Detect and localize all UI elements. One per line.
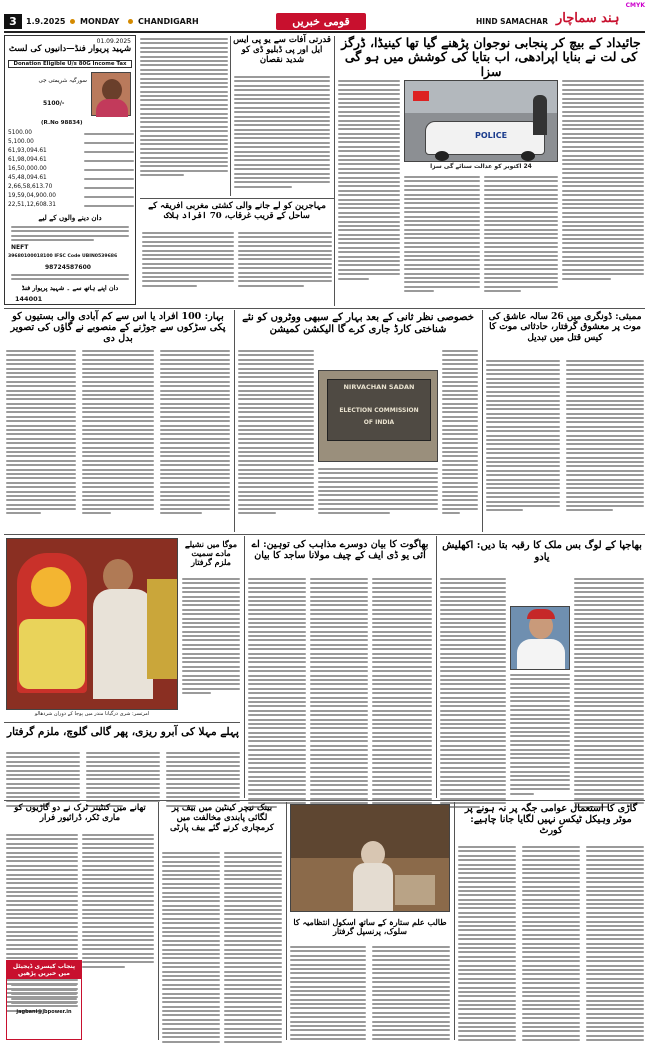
court-body: [458, 846, 516, 1043]
disaster-body: [234, 76, 330, 188]
brand-latin: HIND SAMACHAR: [476, 17, 549, 26]
railway-body: [82, 834, 154, 968]
column-divider: [436, 536, 437, 798]
section-title: قومی خبریں: [276, 13, 366, 30]
amount-row: 19,59,04,900.00: [8, 193, 134, 202]
bhagwat-body: [248, 578, 306, 808]
amount-row: 2,66,58,613.70: [8, 184, 134, 193]
molestation-headline: پہلے مہلا کی آبرو ریزی، پھر گالی گلوچ، ملزم گرفتار: [7, 726, 239, 738]
mumbai-body: [566, 360, 644, 511]
column-divider: [234, 310, 235, 532]
bihar-body: [160, 350, 230, 514]
bhagwat-body: [372, 578, 432, 808]
bank-title: دان دینے والوں کے لیے: [38, 213, 102, 222]
bank-body: [162, 852, 220, 1043]
migrants-body: [142, 232, 234, 287]
amount-row: 61,93,094.61: [8, 148, 134, 157]
masthead: [0, 0, 649, 32]
railway-headline: تھانے میں کنٹینر ٹرک نے دو گاڑیوں کو ماری ٹکر، ڈرائیور فرار: [14, 803, 146, 823]
section-divider: [4, 800, 645, 801]
sidebar-title: شہید پریوار فنڈ—دانیوں کی لسٹ: [8, 44, 132, 54]
court-body: [522, 846, 580, 1043]
amount-list: [8, 130, 134, 211]
mumbai-headline: ممبئی: ڈونگری میں 26 سالہ عاشق کی موت پر معشوق گرفتار، حادثاتی موت کا کیس قتل میں تبدیل: [488, 312, 642, 343]
moga-body: [182, 578, 240, 694]
masthead-rule: [4, 31, 645, 33]
lead-photo: [404, 80, 558, 162]
column-divider: [158, 802, 159, 1040]
school-photo: [290, 804, 450, 912]
disaster-headline: قدرتی آفات سے یو پی ایس ایل اور پی ڈبلیو ڈی کو شدید نقصان: [233, 35, 331, 65]
bihar-body: [82, 350, 154, 514]
bank-details: [11, 226, 129, 241]
bank-headline: بینک نیچر کینٹین میں بیف پر لگائی پابندی مخالفت میں کرمچاری کرنے گئے بیف پارٹی: [170, 803, 274, 833]
column-divider: [230, 36, 231, 196]
election-body: [318, 468, 438, 514]
advertisement: [6, 960, 82, 1040]
bhagwat-body: [310, 578, 368, 808]
election-headline: خصوصی نظر ثانی کے بعد بہار کے سبھی ووٹروں کو نئے شناختی کارڈ جاری کرے گا الیکشن کمیشن: [242, 312, 474, 335]
molestation-body: [86, 752, 160, 807]
donor-sidebar: [4, 35, 136, 305]
ration-body: [290, 946, 366, 1043]
column-divider: [334, 36, 335, 306]
molestation-body: [166, 752, 240, 807]
mumbai-body: [486, 360, 560, 511]
section-divider: [140, 198, 334, 199]
column-divider: [286, 802, 287, 1040]
election-body: [238, 350, 314, 514]
police-car-label: POLICE: [475, 131, 508, 140]
column-body: [140, 38, 228, 176]
ad-email: jagbani@jbpower.in: [16, 1008, 72, 1015]
brand-urdu: ہند سماچار: [556, 11, 620, 26]
bhagwat-headline: بھاگوت کا بیان دوسرے مذاہب کی توہین: اے آئی یو ڈی ایف کے چیف مولانا ساجد کا بیان: [251, 539, 429, 561]
amount-row: 5100.00: [8, 130, 134, 139]
lead-body: [484, 176, 558, 292]
section-divider: [4, 534, 645, 535]
akhilesh-body: [574, 578, 644, 808]
masthead-city: CHANDIGARH: [138, 17, 199, 26]
masthead-weekday: MONDAY: [80, 17, 120, 26]
akhilesh-photo: [510, 606, 570, 670]
neft-label: NEFT: [11, 244, 29, 251]
masthead-date: 1.9.2025: [26, 17, 66, 26]
akhilesh-body: [440, 578, 506, 808]
lead-body: [404, 176, 480, 292]
section-divider: [4, 722, 240, 723]
sidebar-date: 01.09.2025: [96, 38, 131, 45]
lead-headline: جائیداد کے بیچ کر پنجابی نوجوان پڑھنے گیا تھا کینیڈا، ڈرگز کی لت نے بنایا اپرادھی، اب بتایا کی کوشش میں ہو گی سزا: [341, 35, 641, 79]
moga-headline: موگا میں نشیلے مادے سمیت ملزم گرفتار: [184, 539, 238, 568]
bihar-body: [6, 350, 76, 514]
eci-board-line: ELECTION COMMISSION: [339, 407, 419, 414]
amount-row: 5,100.00: [8, 139, 134, 148]
ad-text: پنجاب کیسری ڈیجیٹل میں خبریں پڑھیں: [7, 961, 81, 979]
donation-note: Donation Eligible U/s 80G Income Tax: [8, 60, 132, 68]
molestation-body: [6, 752, 80, 807]
pin-code: 144001: [15, 295, 43, 303]
donor-photo: [91, 72, 131, 116]
phone-number: 98724587600: [45, 264, 91, 271]
sidebar-text: [11, 274, 129, 280]
bank-body: [224, 852, 282, 1043]
eci-board-line: OF INDIA: [363, 419, 395, 426]
eci-photo: [318, 370, 438, 462]
account-line: 39680100018100 IFSC Code UBIN0539686: [8, 254, 118, 259]
cmyk-label: CMYK: [625, 2, 645, 9]
bullet-icon: [70, 19, 75, 24]
amount-row: 16,50,000.00: [8, 166, 134, 175]
column-divider: [244, 536, 245, 798]
ration-body: [372, 946, 450, 1043]
migrants-body: [238, 232, 332, 287]
section-divider: [4, 308, 645, 309]
column-divider: [454, 802, 455, 1040]
lead-body: [562, 80, 644, 280]
court-body: [586, 846, 644, 1043]
sidebar-footer: دان اپنے ہاتھ سے ۔ شہید پریوار فنڈ: [21, 284, 119, 292]
akhilesh-headline: بھاجپا کے لوگ بس ملک کا رقبہ بتا دیں: اکھلیش یادو: [442, 540, 642, 563]
amount-note: 5100/-: [43, 100, 65, 107]
bihar-headline: بہار: 100 افراد یا اس سے کم آبادی والی بستیوں کو پکی سڑکوں سے جوڑنے کے منصوبے نے گاؤں کی تصویر بدل دی: [10, 311, 226, 344]
migrants-headline: مہاجرین کو لے جانے والی کشتی مغربی افریقہ کے ساحل کے قریب غرقاب، 70 افراد ہلاک: [148, 201, 326, 221]
amount-row: 61,98,094.61: [8, 157, 134, 166]
bullet-icon: [128, 19, 133, 24]
election-body: [442, 350, 478, 514]
column-divider: [482, 310, 483, 532]
court-headline: گاڑی کا استعمال عوامی جگہ پر نہ ہونے پر موٹر وہیکل ٹیکس نہیں لگایا جانا چاہیے: کورٹ: [464, 803, 638, 836]
temple-caption: امرتسر: شری درگیانا مندر میں پوجا کے دوران شردھالو: [34, 711, 150, 717]
late-label: سورگیہ شریمتی جی: [38, 78, 87, 84]
page-number: 3: [4, 14, 22, 29]
eci-board-line: NIRVACHAN SADAN: [343, 383, 415, 391]
amount-row: 22,51,12,608.31: [8, 202, 134, 211]
amount-row: 45,48,094.61: [8, 175, 134, 184]
akhilesh-body: [510, 674, 570, 795]
ration-headline: طالب علم ستارہ کے ساتھ اسکول انتظامیہ کا سلوک، پرنسپل گرفتار: [293, 917, 447, 937]
receipt-number: (R.No 98834): [41, 120, 83, 126]
lead-photo-caption: 24 اکتوبر کو عدالت سنائے گی سزا: [430, 163, 532, 170]
lead-body: [338, 80, 400, 280]
temple-photo: [6, 538, 178, 710]
